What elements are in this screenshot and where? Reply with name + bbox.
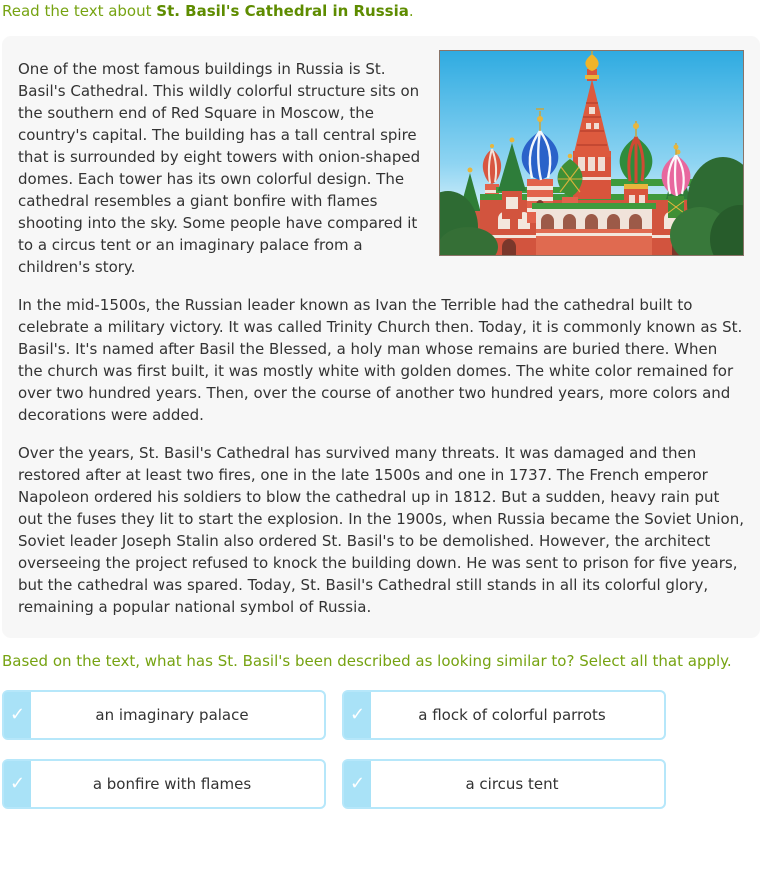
- instruction-text: [2, 1, 760, 21]
- option-a-circus-tent[interactable]: [342, 759, 666, 809]
- check-icon: ✓: [9, 704, 26, 725]
- checkbox-checked-icon[interactable]: [344, 761, 371, 807]
- option-a-bonfire-with-flames[interactable]: [2, 759, 326, 809]
- checkbox-checked-icon[interactable]: [344, 692, 371, 738]
- passage-paragraph-1: One of the most famous buildings in Russia is St. Basil's Cathedral. This wildly colorful structure sits on the southern end of Red Square in Moscow, the country's capital. The building has a tall central spire that is surrounded by eight towers with onion-shaped domes. Each tower has its own colorful design. The cathedral resembles a giant bonfire with flames shooting into the sky. Some people have compared it to a circus tent or an imaginary palace from a children's story.: [18, 60, 421, 276]
- option-label: a circus tent: [465, 775, 559, 793]
- option-label: an imaginary palace: [95, 706, 249, 724]
- instruction-prefix: Read the text about: [2, 2, 157, 20]
- option-a-flock-of-colorful-parrots[interactable]: [342, 690, 666, 740]
- check-icon: ✓: [349, 773, 366, 794]
- answer-options: [2, 690, 760, 809]
- instruction-suffix: .: [408, 2, 414, 20]
- checkbox-checked-icon[interactable]: [4, 692, 31, 738]
- checkbox-checked-icon[interactable]: [4, 761, 31, 807]
- passage-card: [2, 36, 760, 638]
- passage-paragraph-2: In the mid-1500s, the Russian leader known as Ivan the Terrible had the cathedral built to celebrate a military victory. It was called Trinity Church then. Today, it is commonly known as St. Basil's. It's named after Basil the Blessed, a holy man whose remains are buried there. When the church was first built, it was mostly white with golden domes. The white color remained for over two hundred years. Then, over the course of another two hundred years, more colors and decorations were added.: [18, 296, 743, 424]
- option-an-imaginary-palace[interactable]: [2, 690, 326, 740]
- option-label: a bonfire with flames: [92, 775, 252, 793]
- check-icon: ✓: [349, 704, 366, 725]
- question-text: Based on the text, what has St. Basil's been described as looking similar to? Select all that apply.: [2, 652, 732, 670]
- cathedral-photo: [439, 50, 744, 256]
- instruction-subject: St. Basil's Cathedral in Russia: [156, 2, 409, 20]
- check-icon: ✓: [9, 773, 26, 794]
- option-label: a flock of colorful parrots: [418, 706, 606, 724]
- passage-paragraph-3: Over the years, St. Basil's Cathedral has survived many threats. It was damaged and then restored after at least two fires, one in the late 1500s and one in 1737. The French emperor Napoleon ordered his soldiers to blow the cathedral up in 1812. But a sudden, heavy rain put out the fuses they lit to start the explosion. In the 1900s, when Russia became the Soviet Union, Soviet leader Joseph Stalin also ordered St. Basil's to be demolished. However, the architect overseeing the project refused to knock the building down. He was sent to prison for five years, but the cathedral was spared. Today, St. Basil's Cathedral still stands in all its colorful glory, remaining a popular national symbol of Russia.: [18, 444, 745, 616]
